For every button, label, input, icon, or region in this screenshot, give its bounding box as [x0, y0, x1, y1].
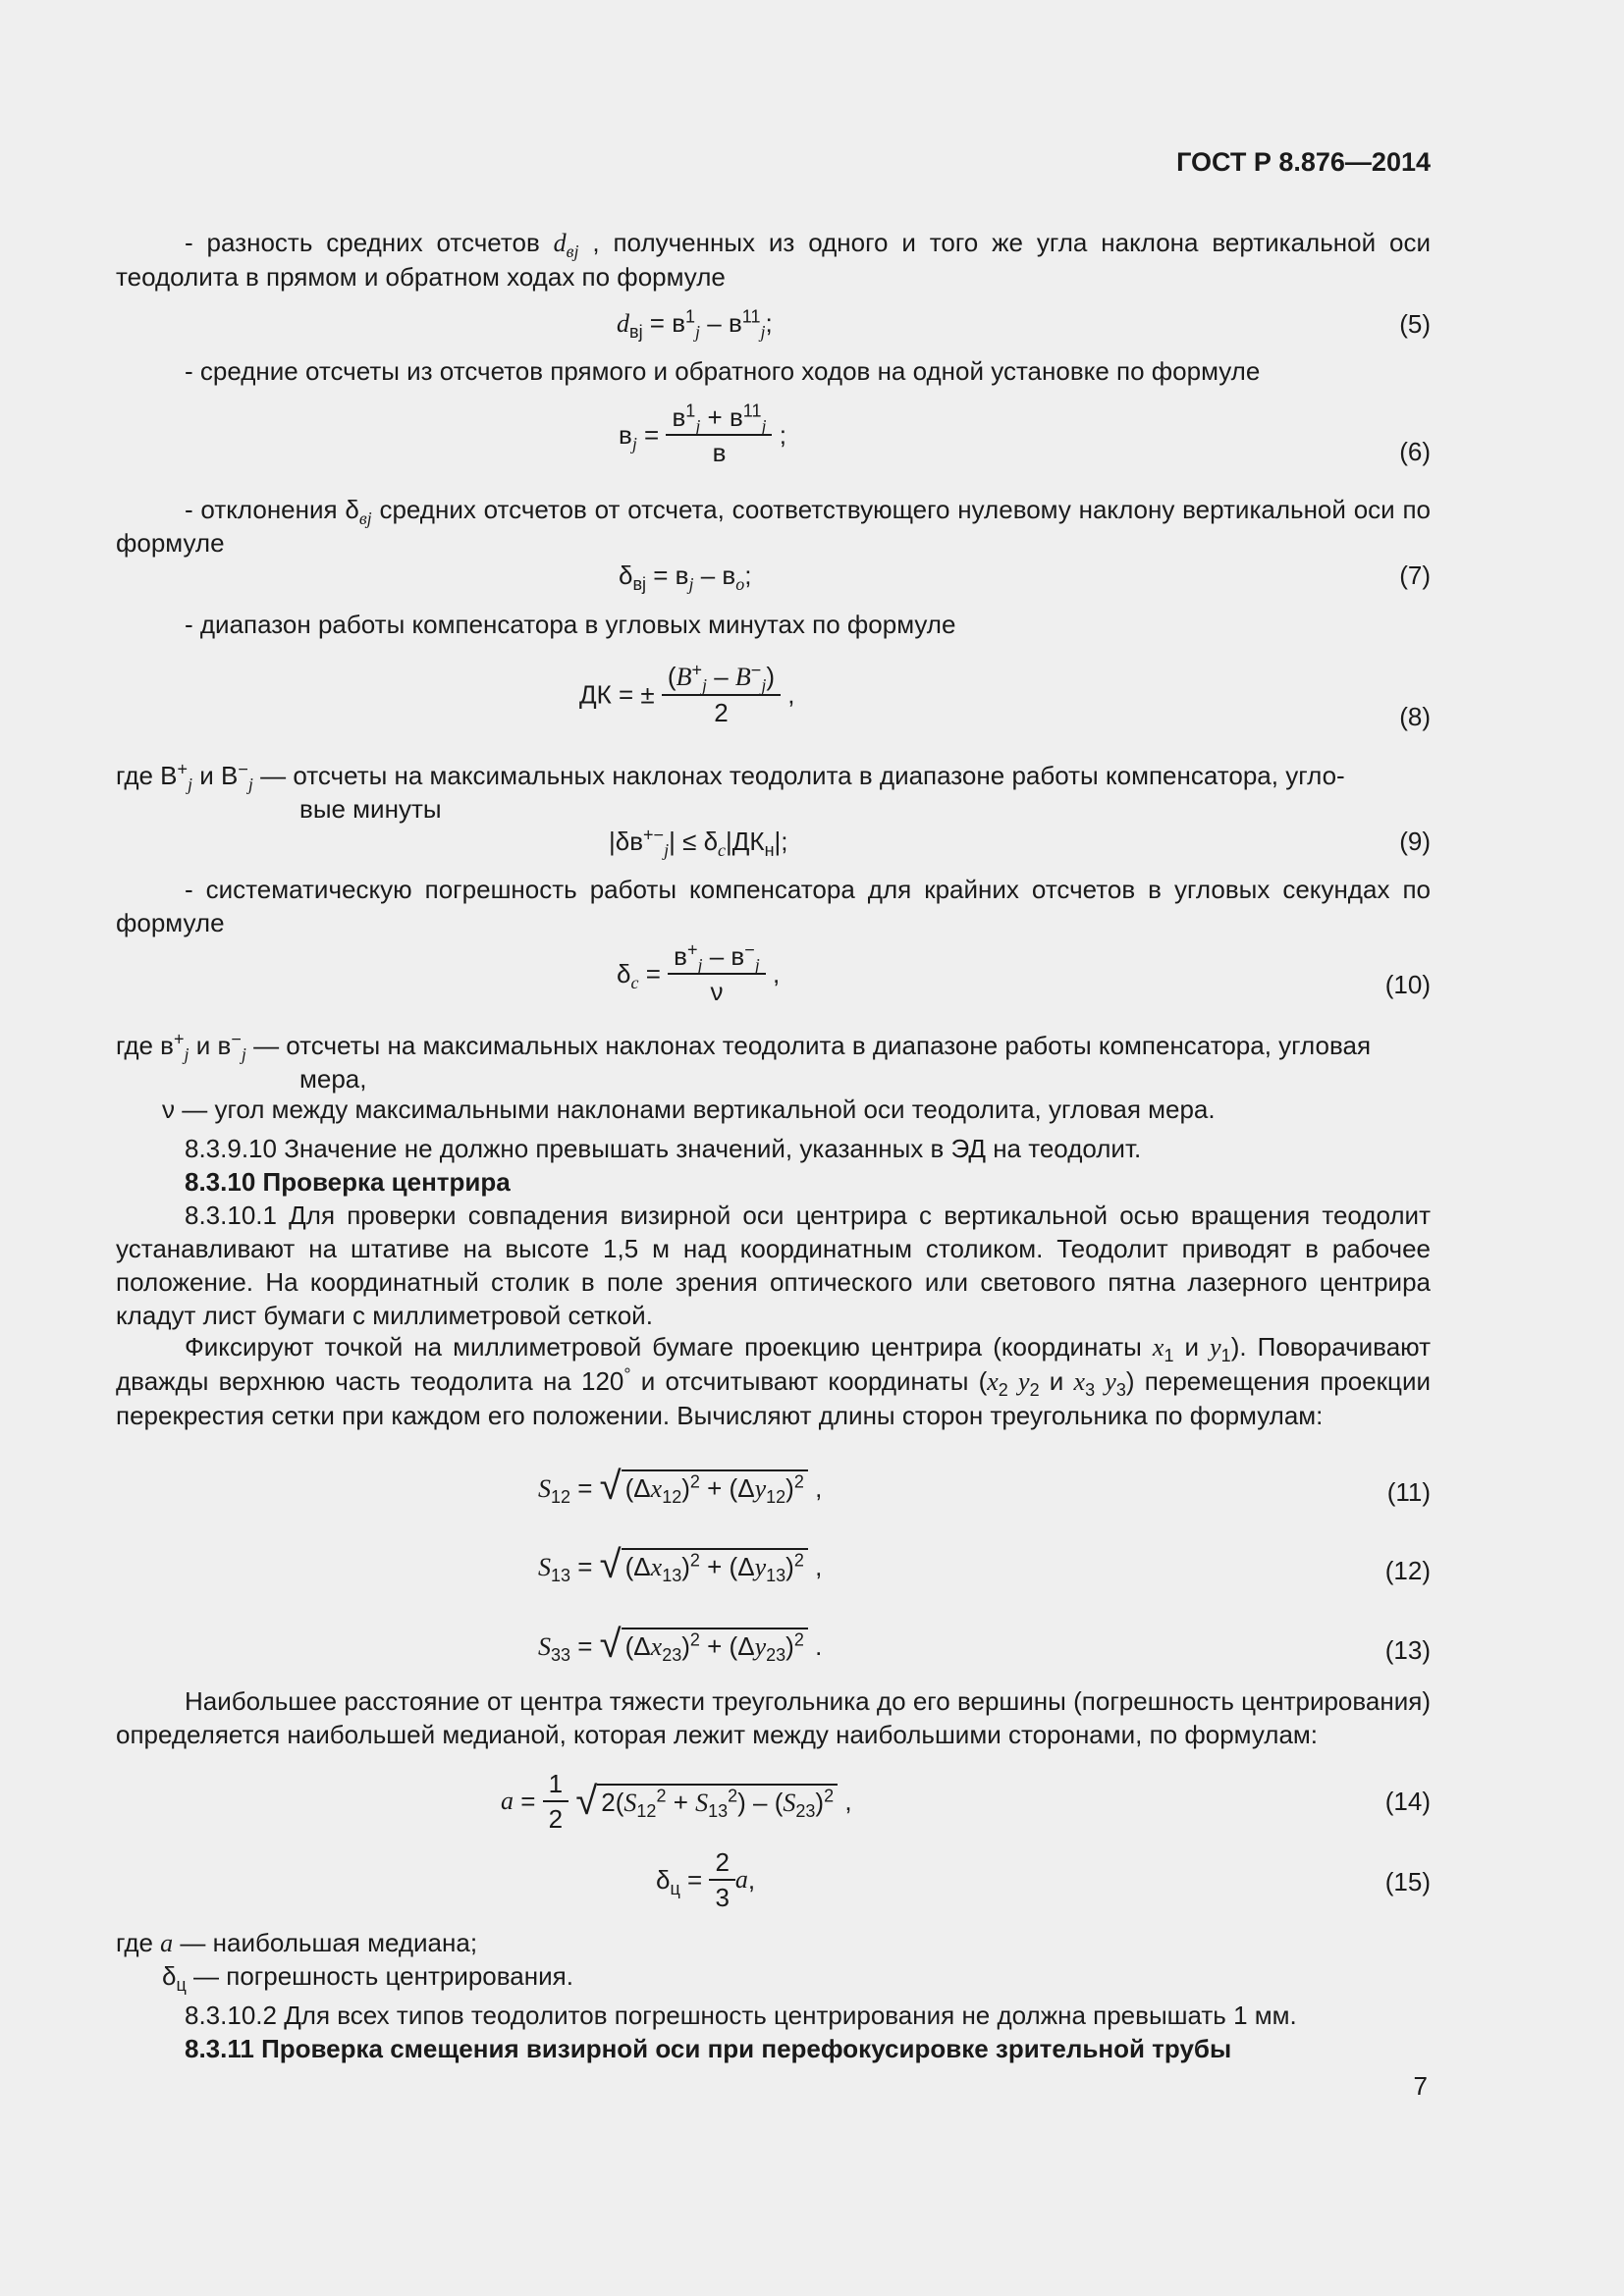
equation-9: $|\delta в^{+-}_j| \le \delta_c|ДК_н|$;: [609, 825, 788, 861]
where-clause: где a — наибольшая медиана;: [116, 1928, 478, 1957]
paragraph: - средние отсчеты из отсчетов прямого и обратного ходов на одной установке по формуле: [185, 356, 1261, 386]
paragraph: 8.3.9.10 Значение не должно превышать значений, указанных в ЭД на теодолит.: [185, 1134, 1142, 1163]
where-clause: где $B^+_j$ и $B^-_j$ — отсчеты на максимальных наклонах теодолита в диапазоне работы компенсатора, угло-: [116, 759, 1345, 795]
equation-number: (14): [1384, 1787, 1431, 1816]
equation-12: $S_{13}$ = √ $(\Delta x_{13})^2 + (\Delta y_{13})^2$ ,: [538, 1543, 823, 1586]
equation-number: (5): [1399, 309, 1431, 339]
paragraph: - разность средних отсчетов $d_{вj}$ , полученных из одного и того же угла наклона вертикальной оси теодолита в прямом и обратном ходах по формуле: [116, 228, 1431, 292]
equation-number: (7): [1399, 561, 1431, 590]
equation-5: $d_{вj} = в^1_j - в^{11}_j$;: [617, 306, 773, 343]
equation-number: (15): [1384, 1867, 1431, 1896]
where-clause: где $в^+_j$ и $в^-_j$ — отсчеты на максимальных наклонах теодолита в диапазоне работы компенсатора, угловая: [116, 1029, 1372, 1065]
equation-7: $\delta_{вj} = в_j - в_o$;: [619, 561, 752, 595]
paragraph: - систематическую погрешность работы компенсатора для крайних отсчетов в угловых секундах по формуле: [116, 875, 1431, 937]
equation-number: (9): [1399, 827, 1431, 856]
equation-8: ДК = ± $\frac{(B^+_j - B^-_j)}{2}$ ,: [579, 660, 795, 727]
section-heading: 8.3.10 Проверка центрира: [185, 1167, 511, 1197]
where-clause: ν — угол между максимальными наклонами вертикальной оси теодолита, угловая мера.: [162, 1095, 1216, 1124]
paragraph: 8.3.10.1 Для проверки совпадения визирной оси центрира с вертикальной осью вращения теодолит устанавливают на штативе на высоте 1,5 м над координатным столиком. Теодолит приводят в рабочее положение. На координатный столик в поле зрения оптического или светового пятна лазерного центрира кладут лист бумаги с миллиметровой сеткой.: [116, 1201, 1431, 1330]
where-clause: $\delta_ц$ — погрешность центрирования.: [162, 1961, 573, 1996]
equation-15: $\delta_ц$ = $\frac{2}{3}$ a,: [656, 1847, 756, 1912]
header-doc-id: ГОСТ Р 8.876—2014: [1176, 147, 1431, 177]
paragraph: - диапазон работы компенсатора в угловых минутах по формуле: [185, 610, 956, 639]
section-heading: 8.3.11 Проверка смещения визирной оси при перефокусировке зрительной трубы: [185, 2034, 1232, 2063]
paragraph: 8.3.10.2 Для всех типов теодолитов погрешность центрирования не должна превышать 1 мм.: [185, 2001, 1297, 2030]
paragraph: Наибольшее расстояние от центра тяжести треугольника до его вершины (погрешность центрирования) определяется наибольшей медианой, которая лежит между наибольшими сторонами, по формулам:: [116, 1686, 1431, 1749]
equation-number: (6): [1399, 437, 1431, 466]
equation-number: (8): [1399, 702, 1431, 731]
equation-number: (10): [1384, 970, 1431, 999]
equation-number: (13): [1384, 1635, 1431, 1665]
equation-number: (11): [1386, 1477, 1431, 1507]
equation-10: $\delta_c$ = $\frac{в^+_j - в^-_j}{\nu}$ ,: [617, 939, 781, 1006]
equation-number: (12): [1384, 1556, 1431, 1585]
equation-13: $S_{33}$ = √ $(\Delta x_{23})^2 + (\Delta y_{23})^2$ .: [538, 1623, 823, 1666]
page-number: 7: [1413, 2071, 1428, 2101]
where-clause-continuation: вые минуты: [299, 794, 442, 824]
where-clause-continuation: мера,: [299, 1064, 367, 1094]
equation-11: $S_{12}$ = √ $(\Delta x_{12})^2 + (\Delta y_{12})^2$ ,: [538, 1465, 823, 1508]
paragraph: - отклонения $\delta_{вj}$ средних отсчетов от отсчета, соответствующего нулевому наклону вертикальной оси по формуле: [116, 495, 1431, 558]
equation-6: $в_j$ = $\frac{в^1_j + в^{11}_j}{в}$ ;: [619, 400, 786, 467]
equation-14: a = $\frac{1}{2}$ √ $2(S_{12}^2 + S_{13}^2) - (S_{23})^2$ ,: [501, 1769, 852, 1834]
paragraph: Фиксируют точкой на миллиметровой бумаге проекцию центрира (координаты $x_1$ и $y_1$). Поворачивают дважды верхнюю часть теодолита на 120° и отсчитывают координаты ($x_2$ $y_2$ и $x_3$ $y_3$) перемещения проекции перекрестия сетки при каждом его положении. Вычисляют длины сторон треугольника по формулам:: [116, 1332, 1431, 1430]
